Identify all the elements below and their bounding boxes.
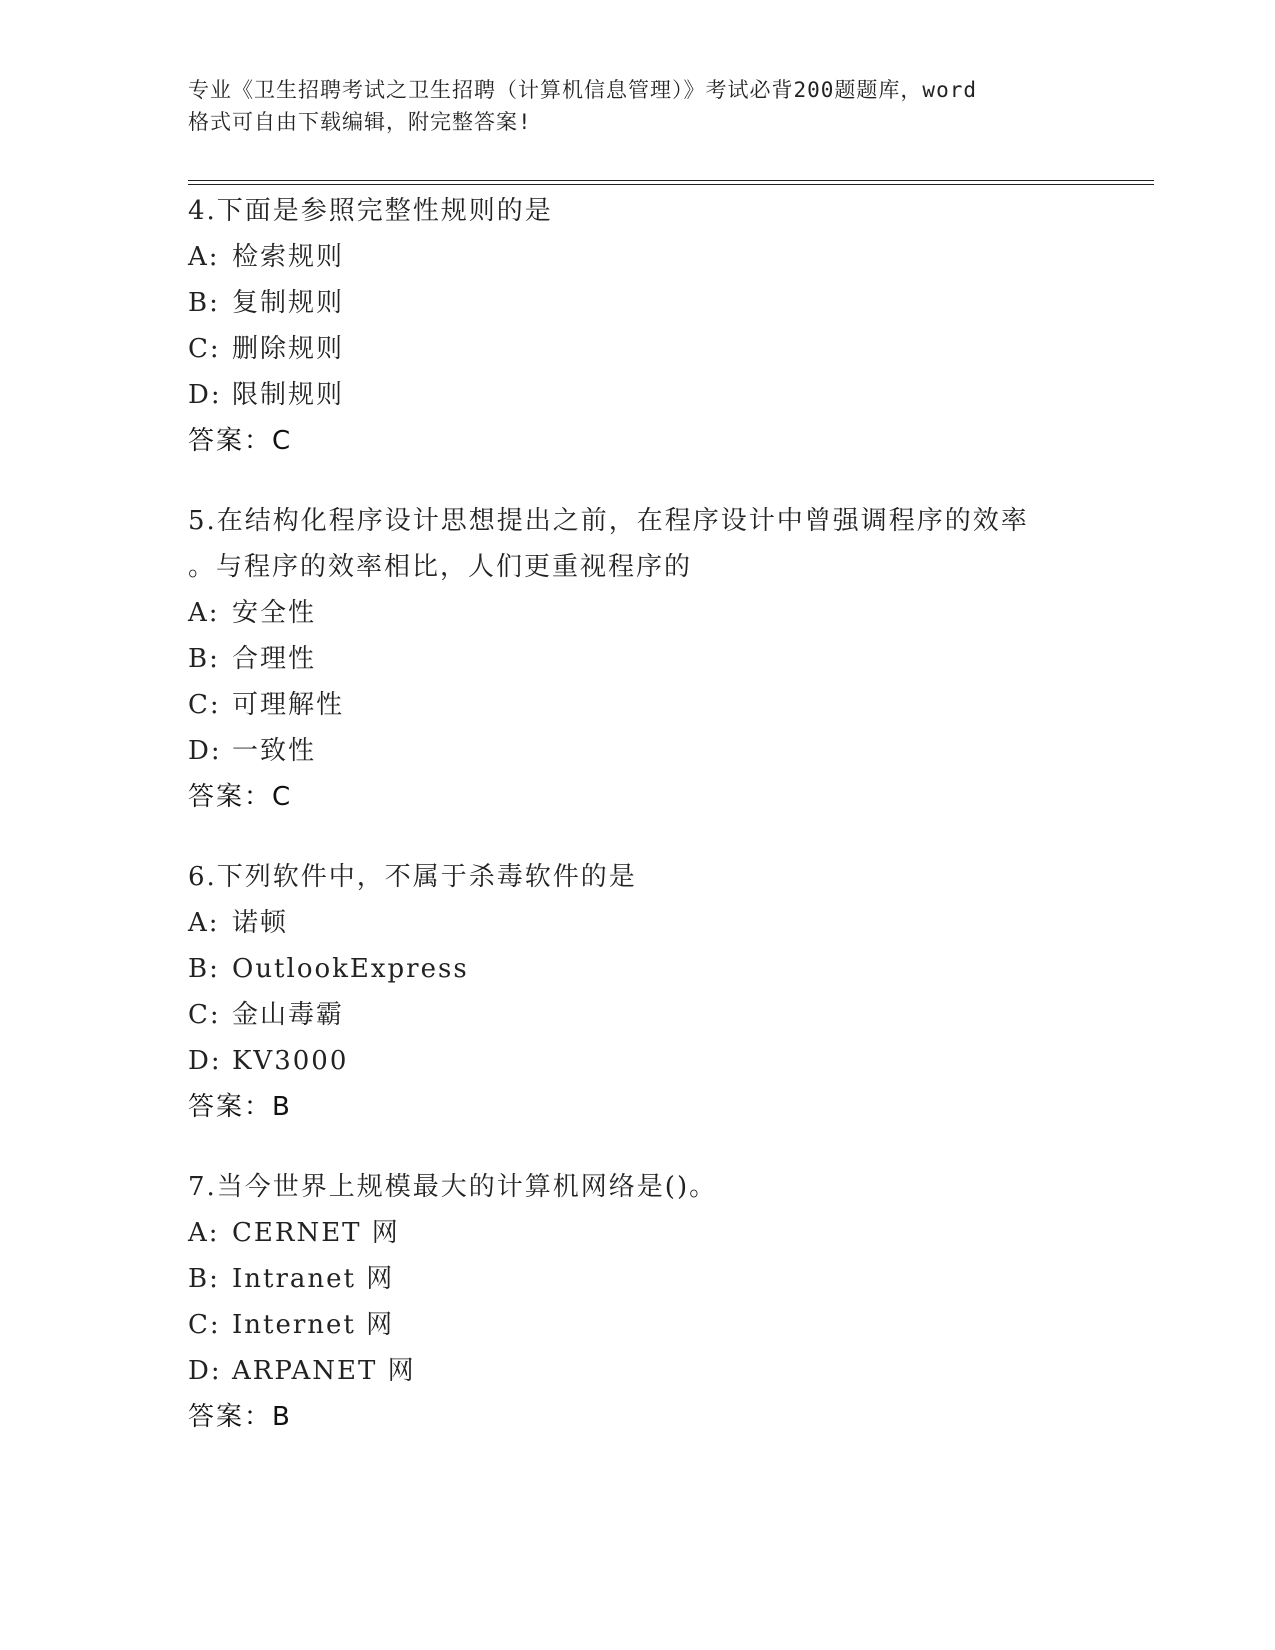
option-text: ARPANET 网 (232, 1356, 416, 1386)
option-d (188, 728, 1148, 774)
question-6 (188, 854, 1148, 1130)
option-text: 可理解性 (232, 690, 345, 720)
option-text: 一致性 (232, 736, 317, 766)
option-d (188, 1348, 1148, 1394)
header-line-2: 格式可自由下载编辑，附完整答案! (188, 110, 532, 134)
option-b (188, 1256, 1148, 1302)
option-b (188, 280, 1148, 326)
question-text-continued: 。与程序的效率相比，人们更重视程序的 (188, 552, 693, 582)
option-text: OutlookExpress (232, 954, 469, 984)
option-letter: D: (188, 380, 222, 410)
option-letter: A: (188, 242, 220, 272)
option-letter: D: (188, 736, 222, 766)
option-a (188, 234, 1148, 280)
question-text: 7.当今世界上规模最大的计算机网络是()。 (188, 1172, 718, 1202)
option-letter: A: (188, 598, 220, 628)
option-letter: D: (188, 1046, 222, 1076)
question-text: 4.下面是参照完整性规则的是 (188, 196, 553, 226)
option-a (188, 590, 1148, 636)
option-letter: C: (188, 1310, 221, 1340)
question-5 (188, 498, 1148, 820)
option-text: 安全性 (232, 598, 317, 628)
option-letter: B: (188, 644, 220, 674)
question-list (188, 188, 1148, 1474)
option-text: 删除规则 (232, 334, 345, 364)
answer: 答案：B (188, 1402, 292, 1432)
option-letter: C: (188, 1000, 221, 1030)
option-text: 合理性 (232, 644, 317, 674)
option-text: CERNET 网 (232, 1218, 400, 1248)
document-header (188, 74, 1088, 138)
option-text: Internet 网 (232, 1310, 395, 1340)
option-d (188, 372, 1148, 418)
option-letter: A: (188, 908, 220, 938)
option-letter: B: (188, 1264, 220, 1294)
option-text: 金山毒霸 (232, 1000, 345, 1030)
option-letter: A: (188, 1218, 220, 1248)
option-text: 诺顿 (232, 908, 289, 938)
option-c (188, 1302, 1148, 1348)
option-c (188, 682, 1148, 728)
question-text: 5.在结构化程序设计思想提出之前，在程序设计中曾强调程序的效率 (188, 506, 1029, 536)
option-c (188, 326, 1148, 372)
option-letter: C: (188, 334, 221, 364)
option-a (188, 1210, 1148, 1256)
option-text: Intranet 网 (232, 1264, 395, 1294)
option-text: 检索规则 (232, 242, 345, 272)
header-divider (188, 180, 1154, 185)
answer: 答案：C (188, 426, 293, 456)
option-text: KV3000 (232, 1046, 349, 1076)
answer: 答案：B (188, 1092, 292, 1122)
option-b (188, 636, 1148, 682)
option-letter: C: (188, 690, 221, 720)
option-letter: D: (188, 1356, 222, 1386)
answer: 答案：C (188, 782, 293, 812)
option-letter: B: (188, 954, 220, 984)
option-text: 复制规则 (232, 288, 345, 318)
header-line-1: 专业《卫生招聘考试之卫生招聘（计算机信息管理）》考试必背200题题库，word (188, 78, 977, 102)
option-a (188, 900, 1148, 946)
question-7 (188, 1164, 1148, 1440)
option-letter: B: (188, 288, 220, 318)
option-c (188, 992, 1148, 1038)
option-text: 限制规则 (232, 380, 345, 410)
option-b (188, 946, 1148, 992)
question-text: 6.下列软件中，不属于杀毒软件的是 (188, 862, 637, 892)
question-4 (188, 188, 1148, 464)
option-d (188, 1038, 1148, 1084)
